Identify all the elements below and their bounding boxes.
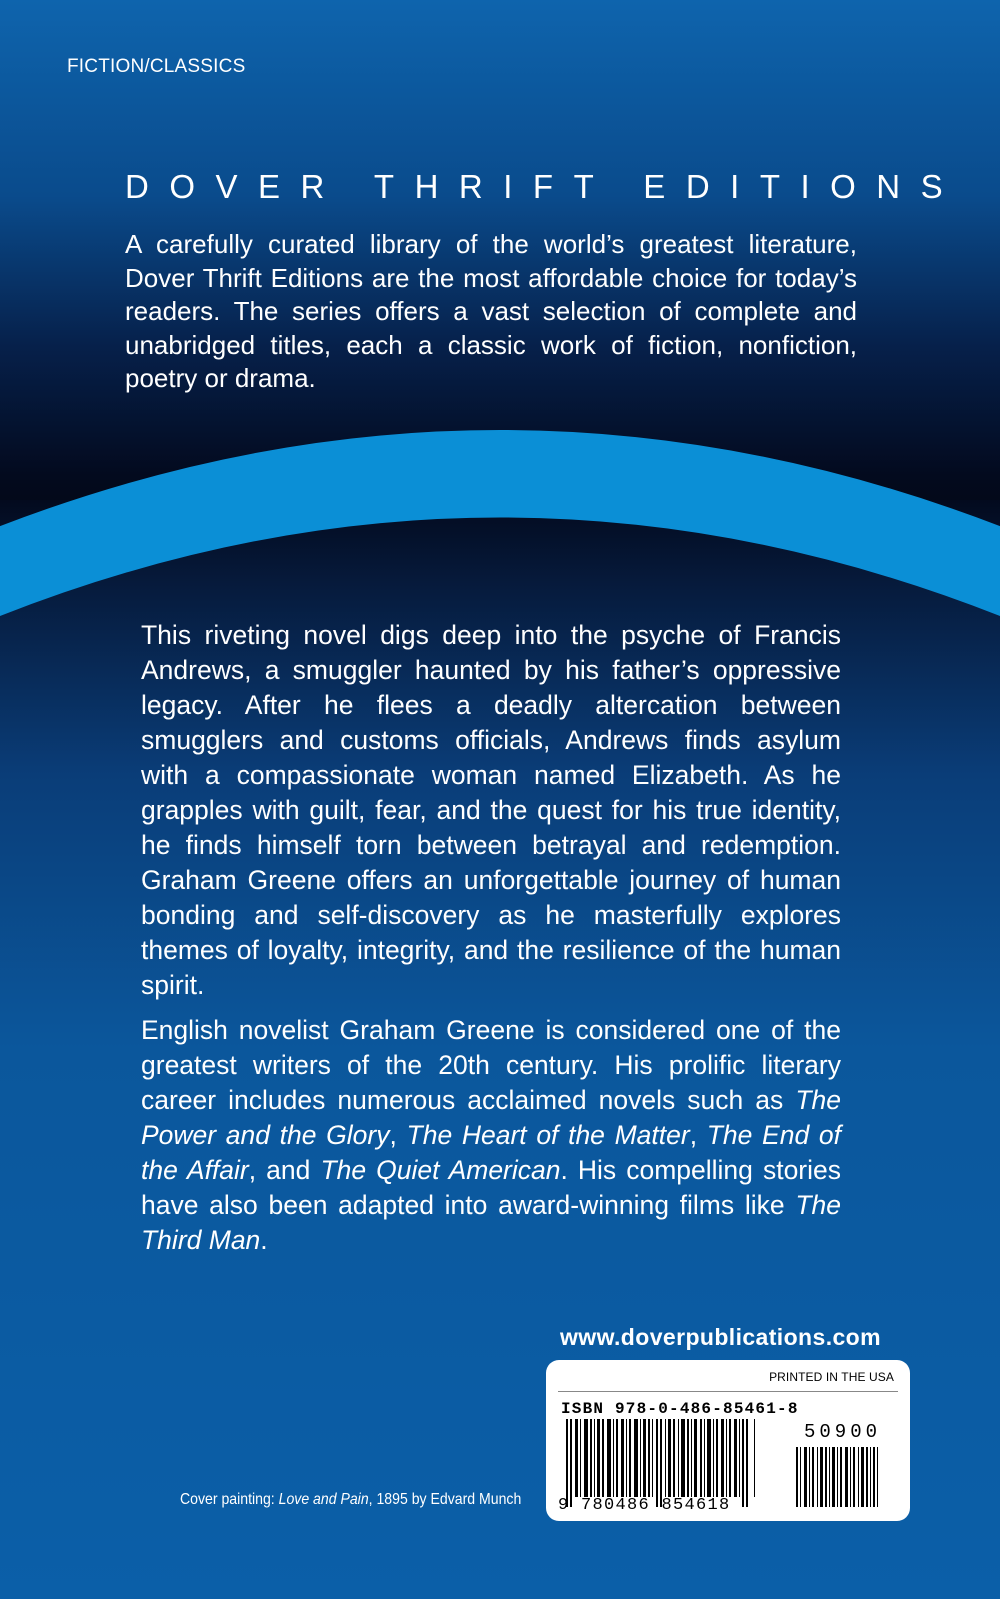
category-label: FICTION/CLASSICS (67, 56, 246, 77)
divider (558, 1391, 898, 1392)
price-code: 50900 (804, 1421, 882, 1443)
film-title: The Third Man (141, 1190, 841, 1255)
series-title: DOVER THRIFT EDITIONS (125, 168, 964, 205)
isbn-label: ISBN 978-0-486-85461-8 (561, 1400, 799, 1418)
book-title: The Quiet American (320, 1155, 561, 1185)
barcode-panel (546, 1360, 910, 1521)
book-title: The Power and the Glory (141, 1085, 841, 1150)
book-description: This riveting novel digs deep into the psyche of Francis Andrews, a smuggler haunted by his father’s oppressive legacy. After he flees a deadly altercation between smugglers and customs officials, Andrews finds asylum with a compassionate woman named Elizabeth. As he grapples with guilt, fear, and the quest for his true identity, he finds himself torn between betrayal and redemption. Graham Greene offers an unforgettable journey of human bonding and self-discovery as he masterfully explores themes of loyalty, integrity, and the resilience of the human spirit. (141, 620, 841, 1000)
ean-digits: 9 780486 854618 (558, 1496, 731, 1515)
series-blurb: A carefully curated library of the world’s greatest literature, Dover Thrift Editions are the most affordable choice for today’s readers. The series offers a vast selection of complete and unabridged titles, each a classic work of fiction, nonfiction, poetry or drama. (125, 229, 857, 393)
publisher-website[interactable]: www.doverpublications.com (560, 1324, 881, 1350)
book-title: The End of the Affair (141, 1120, 841, 1185)
author-bio: English novelist Graham Greene is considered one of the greatest writers of the 20th century. His prolific literary career includes numerous acclaimed novels such as The Power and the Glory, The Heart of the Matter, The End of the Affair, and The Quiet American. His compelling stories have also been adapted into award-winning films like The Third Man. (141, 1015, 842, 1255)
book-title: The Heart of the Matter (406, 1120, 690, 1150)
printed-in-label: PRINTED IN THE USA (769, 1370, 894, 1384)
cover-credit: Cover painting: Love and Pain, 1895 by Edvard Munch (180, 1491, 522, 1508)
